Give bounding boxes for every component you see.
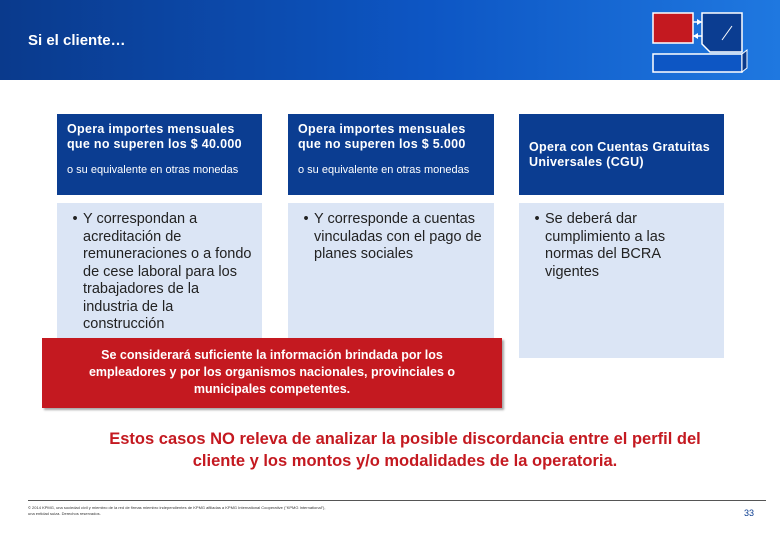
column-text-2: Y corresponde a cuentas vinculadas con el pago de planes sociales [314, 211, 482, 262]
footer-divider [28, 500, 766, 501]
process-diagram-icon [650, 10, 750, 74]
column-title-3: Opera con Cuentas Gratuitas Universales (CGU) [529, 139, 711, 169]
column-title-1: Opera importes mensuales que no superen los $ 40.000 [67, 122, 242, 151]
page-number: 33 [744, 508, 755, 518]
callout-text: Se considerará suficiente la información brindada por los empleadores y por los organismos nacionales, provinciales o municipales competentes. [88, 348, 456, 396]
column-text-1: Y correspondan a acreditación de remuneraciones o a fondo de cese laboral para los trabajadores de la industria de la construcción [83, 211, 252, 332]
column-header-2 [288, 114, 494, 195]
column-body-2 [288, 203, 494, 343]
list-item [67, 211, 252, 334]
column-body-1 [57, 203, 262, 343]
bullet-icon: • [534, 211, 540, 227]
column-text-3: Se deberá dar cumplimiento a las normas del BCRA vigentes [545, 211, 666, 280]
column-header-1 [57, 114, 262, 195]
bullet-icon: • [72, 211, 78, 227]
column-header-3 [519, 114, 724, 195]
callout-box [42, 338, 502, 408]
column-body-3 [519, 203, 724, 358]
footer-disclaimer: © 2014 KPMG, una sociedad civil y miembro de la red de firmas miembro independientes de KPMG afiliadas a KPMG International Cooperative ("KPMG International"), una entidad suiza. Derechos reservados. [28, 505, 326, 516]
column-title-2: Opera importes mensuales que no superen los $ 5.000 [298, 122, 466, 151]
list-item [298, 211, 484, 264]
list-item [529, 211, 714, 281]
header-banner [0, 0, 780, 80]
column-subtitle-1: o su equivalente en otras monedas [67, 164, 239, 176]
page-title: Si el cliente… [28, 32, 126, 49]
column-subtitle-2: o su equivalente en otras monedas [298, 164, 470, 176]
bullet-icon: • [303, 211, 309, 227]
notice-text: Estos casos NO releva de analizar la posible discordancia entre el perfil del cliente y los montos y/o modalidades de la operatoria. [109, 430, 701, 470]
